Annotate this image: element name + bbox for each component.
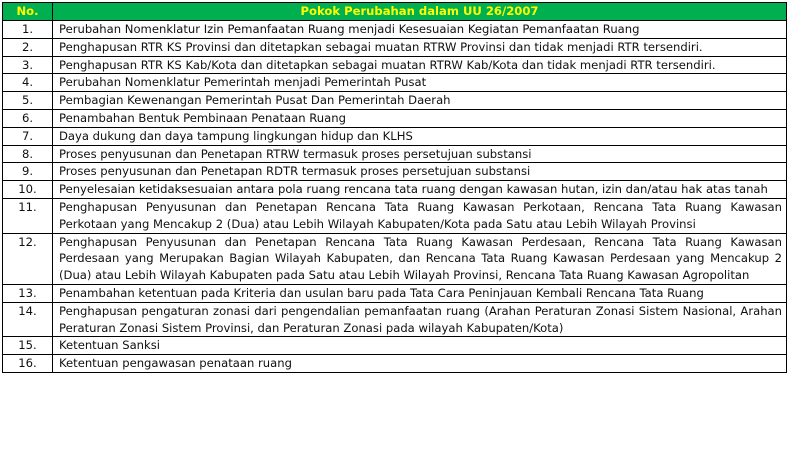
table-row	[3, 181, 787, 199]
row-number: 1.	[3, 21, 53, 39]
table-row	[3, 74, 787, 92]
row-text: Penghapusan RTR KS Provinsi dan ditetapkan sebagai muatan RTRW Provinsi dan tidak menjadi RTR tersendiri.	[53, 38, 787, 56]
table-row	[3, 56, 787, 74]
row-number: 7.	[3, 127, 53, 145]
table-row	[3, 198, 787, 233]
row-number: 6.	[3, 109, 53, 127]
table-row	[3, 302, 787, 337]
row-text: Perubahan Nomenklatur Pemerintah menjadi Pemerintah Pusat	[53, 74, 787, 92]
table-row	[3, 127, 787, 145]
row-number: 8.	[3, 145, 53, 163]
row-number: 11.	[3, 198, 53, 233]
row-text: Perubahan Nomenklatur Izin Pemanfaatan Ruang menjadi Kesesuaian Kegiatan Pemanfaatan Ruang	[53, 21, 787, 39]
table-row	[3, 38, 787, 56]
row-number: 12.	[3, 233, 53, 284]
table-row	[3, 284, 787, 302]
header-no: No.	[3, 3, 53, 21]
row-text: Proses penyusunan dan Penetapan RTRW termasuk proses persetujuan substansi	[53, 145, 787, 163]
row-text: Penambahan Bentuk Pembinaan Penataan Ruang	[53, 109, 787, 127]
table-row	[3, 163, 787, 181]
row-text: Penghapusan Penyusunan dan Penetapan Rencana Tata Ruang Kawasan Perkotaan, Rencana Tata Ruang Kawasan Perkotaan yang Mencakup 2 (Dua) atau Lebih Wilayah Kabupaten/Kota pada Satu atau Lebih Wilayah Provinsi	[53, 198, 787, 233]
row-number: 14.	[3, 302, 53, 337]
table-row	[3, 145, 787, 163]
row-text: Proses penyusunan dan Penetapan RDTR termasuk proses persetujuan substansi	[53, 163, 787, 181]
table-row	[3, 109, 787, 127]
document-page	[2, 2, 786, 373]
row-number: 4.	[3, 74, 53, 92]
table-header-row	[3, 3, 787, 21]
row-number: 10.	[3, 181, 53, 199]
row-number: 3.	[3, 56, 53, 74]
row-text: Daya dukung dan daya tampung lingkungan hidup dan KLHS	[53, 127, 787, 145]
row-number: 9.	[3, 163, 53, 181]
changes-table	[2, 2, 787, 373]
row-text: Penghapusan RTR KS Kab/Kota dan ditetapkan sebagai muatan RTRW Kab/Kota dan tidak menjadi RTR tersendiri.	[53, 56, 787, 74]
row-number: 2.	[3, 38, 53, 56]
row-text: Penghapusan Penyusunan dan Penetapan Rencana Tata Ruang Kawasan Perdesaan, Rencana Tata Ruang Kawasan Perdesaan yang Merupakan Bagian Wilayah Kabupaten, dan Rencana Tata Ruang Kawasan Perdesaan yang Mencakup 2 (Dua) atau Lebih Wilayah Kabupaten pada Satu atau Lebih Wilayah Provinsi, Rencana Tata Ruang Kawasan Agropolitan	[53, 233, 787, 284]
row-text: Ketentuan Sanksi	[53, 337, 787, 355]
table-row	[3, 233, 787, 284]
row-text: Ketentuan pengawasan penataan ruang	[53, 355, 787, 373]
table-row	[3, 337, 787, 355]
row-text: Penyelesaian ketidaksesuaian antara pola ruang rencana tata ruang dengan kawasan hutan, izin dan/atau hak atas tanah	[53, 181, 787, 199]
row-number: 13.	[3, 284, 53, 302]
table-row	[3, 92, 787, 110]
table-row	[3, 21, 787, 39]
row-number: 15.	[3, 337, 53, 355]
row-text: Pembagian Kewenangan Pemerintah Pusat Dan Pemerintah Daerah	[53, 92, 787, 110]
table-row	[3, 355, 787, 373]
row-number: 16.	[3, 355, 53, 373]
row-number: 5.	[3, 92, 53, 110]
row-text: Penambahan ketentuan pada Kriteria dan usulan baru pada Tata Cara Peninjauan Kembali Rencana Tata Ruang	[53, 284, 787, 302]
row-text: Penghapusan pengaturan zonasi dari pengendalian pemanfaatan ruang (Arahan Peraturan Zonasi Sistem Nasional, Arahan Peraturan Zonasi Sistem Provinsi, dan Peraturan Zonasi pada wilayah Kabupaten/Kota)	[53, 302, 787, 337]
header-title: Pokok Perubahan dalam UU 26/2007	[53, 3, 787, 21]
